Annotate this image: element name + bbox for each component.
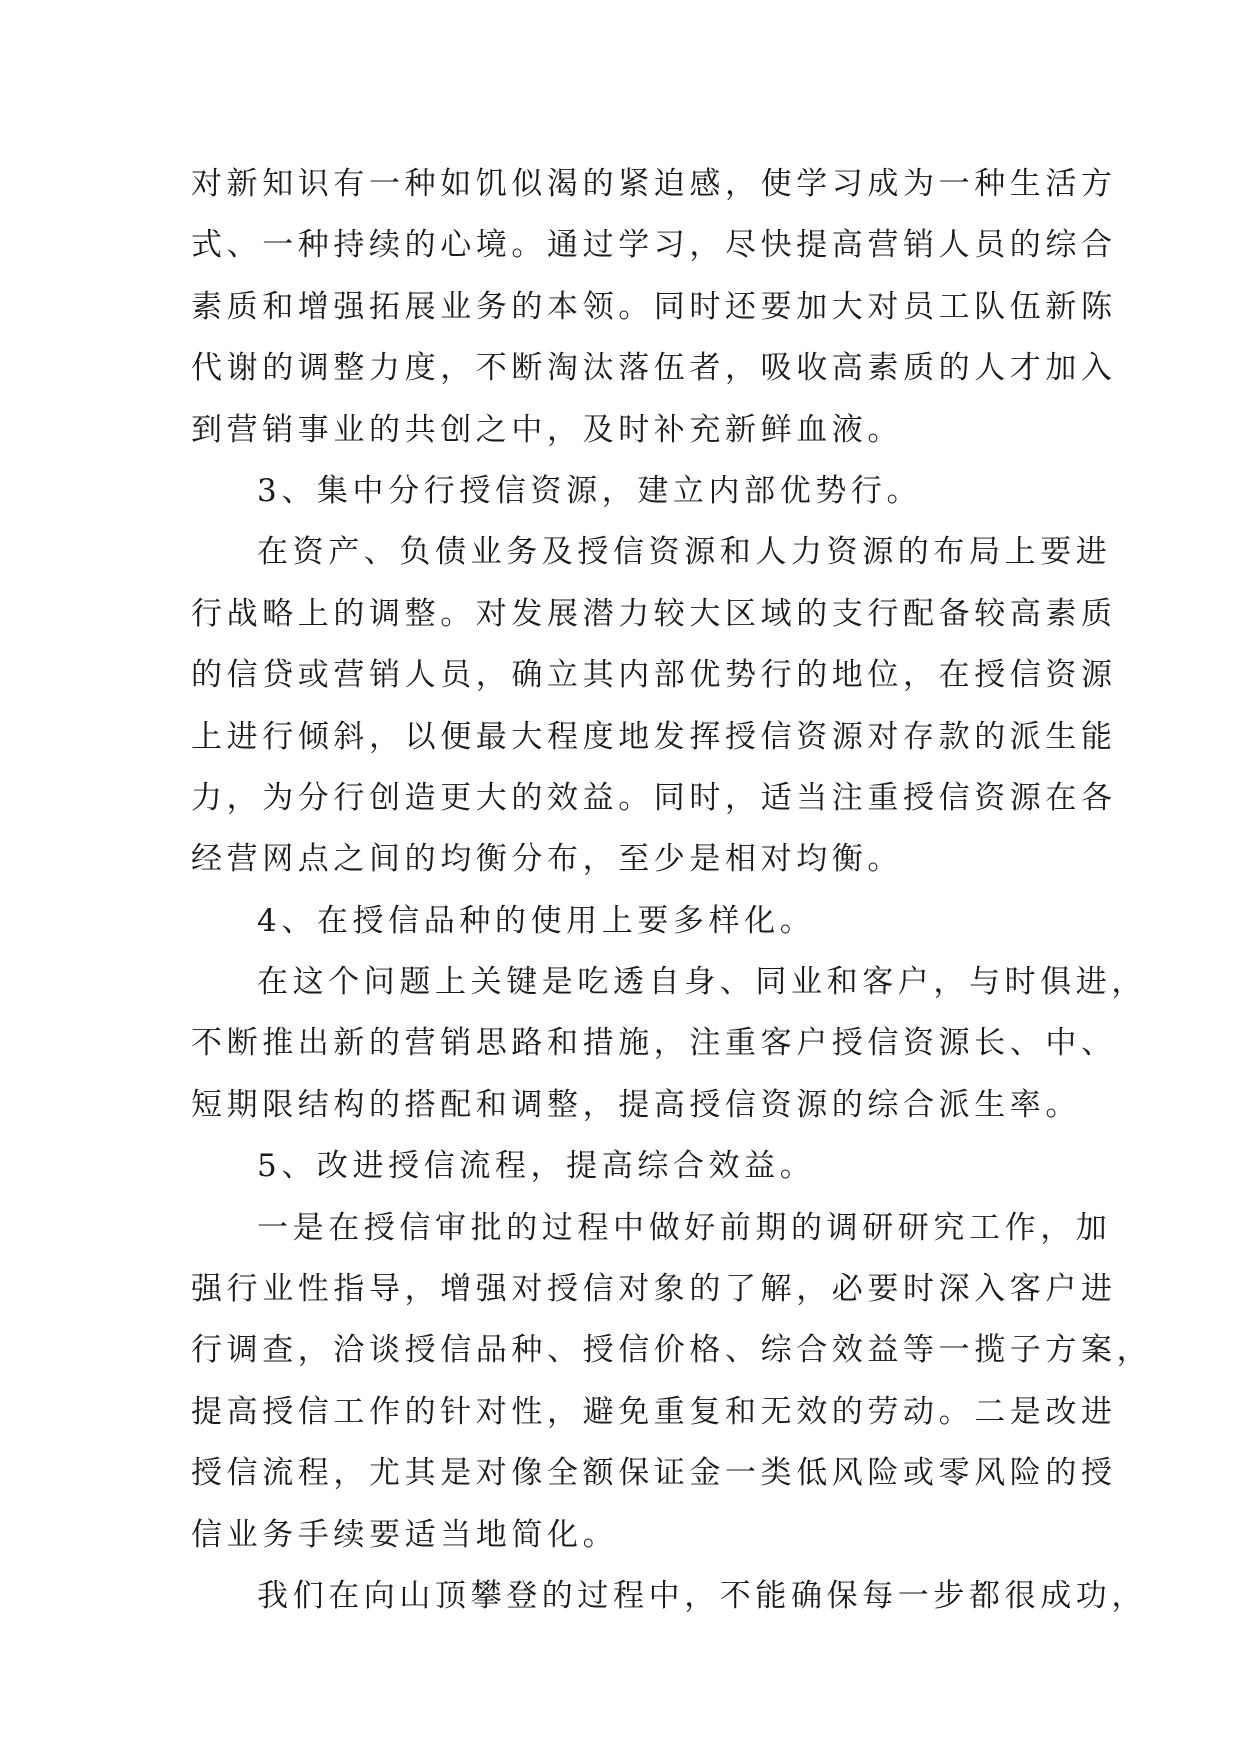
text-line: 力，为分行创造更大的效益。同时，适当注重授信资源在各 [191, 779, 1117, 816]
text-line: 信业务手续要适当地简化。 [191, 1516, 619, 1553]
text-line: 式、一种持续的心境。通过学习，尽快提高营销人员的综合 [191, 227, 1117, 264]
section-heading: 5、改进授信流程，提高综合效益。 [257, 1148, 816, 1185]
paragraph-start: 一是在授信审批的过程中做好前期的调研研究工作，加 [257, 1209, 1112, 1246]
text-line: 素质和增强拓展业务的本领。同时还要加大对员工队伍新陈 [191, 288, 1117, 325]
section-heading: 4、在授信品种的使用上要多样化。 [257, 902, 816, 939]
text-line: 不断推出新的营销思路和措施，注重客户授信资源长、中、 [191, 1025, 1117, 1062]
paragraph-start: 在资产、负债业务及授信资源和人力资源的布局上要进 [257, 534, 1112, 571]
text-line: 的信贷或营销人员，确立其内部优势行的地位，在授信资源 [191, 657, 1117, 694]
body-text [191, 154, 1153, 1627]
text-line: 行战略上的调整。对发展潜力较大区域的支行配备较高素质 [191, 595, 1117, 632]
paragraph-start: 在这个问题上关键是吃透自身、同业和客户，与时俱进， [257, 964, 1147, 1001]
text-line: 上进行倾斜，以便最大程度地发挥授信资源对存款的派生能 [191, 718, 1117, 755]
text-line: 提高授信工作的针对性，避免重复和无效的劳动。二是改进 [191, 1393, 1117, 1430]
text-line: 经营网点之间的均衡分布，至少是相对均衡。 [191, 841, 903, 878]
section-heading: 3、集中分行授信资源，建立内部优势行。 [257, 472, 923, 509]
text-line: 对新知识有一种如饥似渴的紧迫感，使学习成为一种生活方 [191, 166, 1117, 202]
text-line: 代谢的调整力度，不断淘汰落伍者，吸收高素质的人才加入 [191, 350, 1117, 387]
text-line: 授信流程，尤其是对像全额保证金一类低风险或零风险的授 [191, 1455, 1117, 1492]
text-line: 行调查，洽谈授信品种、授信价格、综合效益等一揽子方案， [191, 1332, 1153, 1369]
text-line: 强行业性指导，增强对授信对象的了解，必要时深入客户进 [191, 1271, 1117, 1308]
text-line: 到营销事业的共创之中，及时补充新鲜血液。 [191, 411, 903, 448]
text-line: 短期限结构的搭配和调整，提高授信资源的综合派生率。 [191, 1086, 1081, 1123]
paragraph-start: 我们在向山顶攀登的过程中，不能确保每一步都很成功， [257, 1577, 1147, 1614]
